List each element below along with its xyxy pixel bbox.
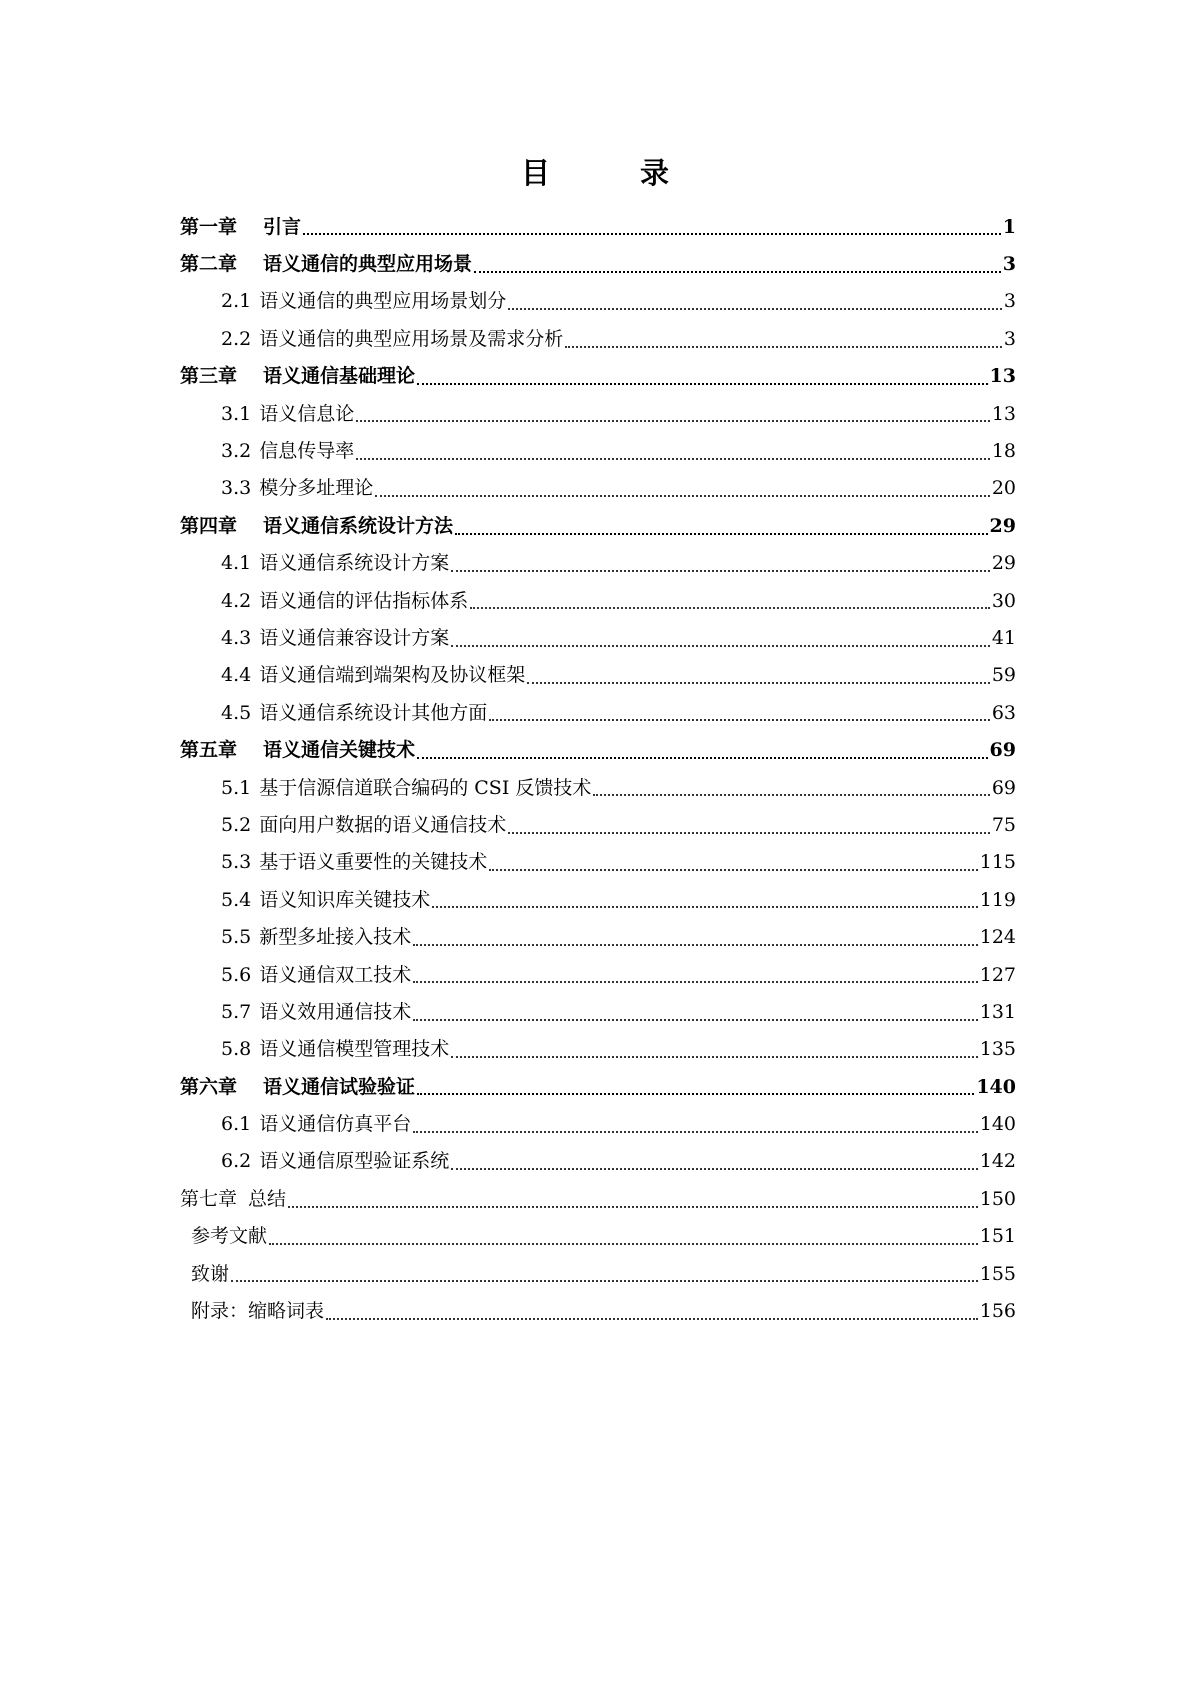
- toc-entry-section[interactable]: [180, 881, 1016, 918]
- toc-entry-number: 第五章: [180, 739, 238, 762]
- toc-entry-chapter[interactable]: [180, 208, 1016, 245]
- toc-entry-label: 语义通信的典型应用场景划分: [259, 290, 507, 313]
- toc-entry-chapter[interactable]: [180, 245, 1016, 282]
- dot-leader: [326, 1318, 978, 1320]
- dot-leader: [451, 570, 990, 572]
- toc-entry-page-number: 29: [989, 514, 1016, 537]
- toc-entry-section[interactable]: [180, 918, 1016, 955]
- toc-entry-page-number: 151: [979, 1225, 1016, 1248]
- dot-leader: [527, 682, 990, 684]
- toc-entry-label: 引言: [263, 215, 302, 238]
- toc-entry-page-number: 142: [979, 1150, 1016, 1173]
- toc-entry-number: 4.5: [221, 701, 252, 724]
- toc-entry-label: 语义通信端到端架构及协议框架: [259, 664, 526, 687]
- dot-leader: [593, 794, 989, 796]
- toc-entry-page-number: 30: [991, 589, 1016, 612]
- dot-leader: [508, 832, 990, 834]
- toc-entry-page-number: 1: [1002, 215, 1016, 238]
- toc-entry-number: 第四章: [180, 514, 238, 537]
- toc-entry-number: 4.1: [221, 552, 252, 575]
- toc-entry-page-number: 119: [979, 888, 1016, 911]
- toc-entry-label: 模分多址理论: [259, 477, 374, 500]
- toc-entry-page-number: 41: [991, 626, 1016, 649]
- dot-leader: [451, 1056, 978, 1058]
- toc-entry-plain[interactable]: [180, 1292, 1016, 1329]
- toc-entry-page-number: 3: [1002, 253, 1016, 276]
- toc-entry-number: 第七章: [180, 1187, 238, 1210]
- toc-entry-label: 语义通信仿真平台: [259, 1113, 412, 1136]
- dot-leader: [288, 1206, 978, 1208]
- toc-entry-section[interactable]: [180, 956, 1016, 993]
- toc-entry-number: 4.4: [221, 664, 252, 687]
- toc-entry-number: 6.2: [221, 1150, 252, 1173]
- toc-entry-section[interactable]: [180, 320, 1016, 357]
- dot-leader: [356, 420, 990, 422]
- toc-entry-number: 5.5: [221, 926, 252, 949]
- toc-entry-plain[interactable]: [180, 1180, 1016, 1217]
- toc-entry-number: 4.3: [221, 626, 252, 649]
- toc-entry-number: 第三章: [180, 365, 238, 388]
- toc-entry-section[interactable]: [180, 283, 1016, 320]
- dot-leader: [417, 383, 988, 385]
- toc-entry-number: 5.7: [221, 1000, 252, 1023]
- toc-entry-page-number: 13: [989, 365, 1016, 388]
- toc-entry-section[interactable]: [180, 619, 1016, 656]
- toc-entry-section[interactable]: [180, 395, 1016, 432]
- toc-entry-label: 语义通信原型验证系统: [259, 1150, 450, 1173]
- toc-entry-page-number: 3: [1003, 327, 1016, 350]
- toc-entry-number: 2.1: [221, 290, 252, 313]
- table-of-contents: [180, 208, 1016, 1330]
- toc-entry-page-number: 69: [991, 776, 1016, 799]
- dot-leader: [375, 495, 990, 497]
- toc-entry-page-number: 63: [991, 701, 1016, 724]
- toc-entry-label: 语义通信系统设计方案: [259, 552, 450, 575]
- toc-entry-label: 语义通信试验验证: [263, 1075, 416, 1098]
- toc-entry-page-number: 13: [991, 402, 1016, 425]
- toc-entry-chapter[interactable]: [180, 507, 1016, 544]
- toc-entry-label: 语义效用通信技术: [259, 1000, 412, 1023]
- toc-entry-label: 信息传导率: [259, 440, 355, 463]
- toc-entry-number: 5.3: [221, 851, 252, 874]
- toc-entry-section[interactable]: [180, 1143, 1016, 1180]
- toc-entry-number: 5.1: [221, 776, 252, 799]
- toc-entry-page-number: 127: [979, 963, 1016, 986]
- toc-entry-section[interactable]: [180, 470, 1016, 507]
- toc-entry-label: 语义通信基础理论: [263, 365, 416, 388]
- dot-leader: [455, 533, 988, 535]
- dot-leader: [231, 1280, 978, 1282]
- toc-entry-label: 总结: [248, 1187, 287, 1210]
- toc-entry-label: 附录：缩略词表: [191, 1300, 325, 1323]
- toc-entry-chapter[interactable]: [180, 1068, 1016, 1105]
- dot-leader: [489, 869, 978, 871]
- toc-entry-page-number: 115: [979, 851, 1016, 874]
- dot-leader: [417, 1093, 974, 1095]
- dot-leader: [413, 981, 978, 983]
- toc-entry-label: 基于信源信道联合编码的 CSI 反馈技术: [259, 776, 592, 799]
- dot-leader: [470, 607, 990, 609]
- toc-entry-page-number: 59: [991, 664, 1016, 687]
- toc-entry-section[interactable]: [180, 993, 1016, 1030]
- dot-leader: [303, 233, 1001, 235]
- dot-leader: [413, 1131, 978, 1133]
- toc-entry-number: 第六章: [180, 1075, 238, 1098]
- toc-entry-label: 语义通信系统设计其他方面: [259, 701, 488, 724]
- toc-entry-page-number: 155: [979, 1262, 1016, 1285]
- toc-entry-label: 语义知识库关键技术: [259, 888, 431, 911]
- toc-entry-section[interactable]: [180, 432, 1016, 469]
- toc-entry-label: 语义通信关键技术: [263, 739, 416, 762]
- toc-entry-page-number: 18: [991, 440, 1016, 463]
- toc-entry-label: 语义通信双工技术: [259, 963, 412, 986]
- toc-entry-section[interactable]: [180, 1031, 1016, 1068]
- dot-leader: [356, 458, 990, 460]
- dot-leader: [413, 944, 978, 946]
- toc-entry-section[interactable]: [180, 769, 1016, 806]
- toc-entry-chapter[interactable]: [180, 358, 1016, 395]
- toc-entry-page-number: 140: [976, 1075, 1016, 1098]
- dot-leader: [432, 906, 978, 908]
- dot-leader: [508, 308, 1002, 310]
- toc-entry-number: 4.2: [221, 589, 252, 612]
- toc-entry-number: 6.1: [221, 1113, 252, 1136]
- toc-entry-page-number: 150: [979, 1187, 1016, 1210]
- toc-entry-section[interactable]: [180, 1105, 1016, 1142]
- toc-entry-page-number: 140: [979, 1113, 1016, 1136]
- toc-entry-page-number: 3: [1003, 290, 1016, 313]
- dot-leader: [565, 346, 1002, 348]
- toc-entry-label: 语义通信的典型应用场景: [263, 253, 473, 276]
- toc-entry-label: 语义通信的典型应用场景及需求分析: [259, 327, 564, 350]
- toc-entry-chapter[interactable]: [180, 731, 1016, 768]
- toc-entry-number: 第二章: [180, 253, 238, 276]
- toc-entry-label: 语义通信兼容设计方案: [259, 626, 450, 649]
- toc-entry-page-number: 29: [991, 552, 1016, 575]
- toc-entry-page-number: 75: [991, 813, 1016, 836]
- dot-leader: [474, 271, 1001, 273]
- dot-leader: [417, 757, 988, 759]
- toc-entry-number: 5.2: [221, 813, 252, 836]
- toc-entry-label: 语义通信系统设计方法: [263, 514, 454, 537]
- toc-entry-number: 5.8: [221, 1038, 252, 1061]
- toc-entry-section[interactable]: [180, 694, 1016, 731]
- toc-entry-page-number: 69: [989, 739, 1016, 762]
- toc-entry-page-number: 20: [991, 477, 1016, 500]
- toc-entry-number: 3.3: [221, 477, 252, 500]
- toc-entry-label: 面向用户数据的语义通信技术: [259, 813, 507, 836]
- toc-entry-section[interactable]: [180, 545, 1016, 582]
- toc-entry-page-number: 135: [979, 1038, 1016, 1061]
- dot-leader: [451, 1168, 978, 1170]
- toc-entry-section[interactable]: [180, 657, 1016, 694]
- toc-entry-label: 致谢: [191, 1262, 230, 1285]
- toc-entry-number: 2.2: [221, 327, 252, 350]
- toc-entry-number: 5.6: [221, 963, 252, 986]
- toc-entry-page-number: 124: [979, 926, 1016, 949]
- toc-entry-section[interactable]: [180, 844, 1016, 881]
- toc-entry-label: 基于语义重要性的关键技术: [259, 851, 488, 874]
- toc-entry-page-number: 156: [979, 1300, 1016, 1323]
- toc-entry-label: 语义通信模型管理技术: [259, 1038, 450, 1061]
- toc-entry-section[interactable]: [180, 582, 1016, 619]
- toc-entry-plain[interactable]: [180, 1218, 1016, 1255]
- toc-entry-label: 新型多址接入技术: [259, 926, 412, 949]
- toc-entry-label: 参考文献: [191, 1225, 268, 1248]
- toc-entry-number: 第一章: [180, 215, 238, 238]
- toc-entry-section[interactable]: [180, 806, 1016, 843]
- toc-entry-label: 语义通信的评估指标体系: [259, 589, 469, 612]
- toc-entry-plain[interactable]: [180, 1255, 1016, 1292]
- dot-leader: [413, 1019, 978, 1021]
- toc-entry-number: 3.1: [221, 402, 252, 425]
- toc-title: 目 录: [520, 156, 710, 190]
- dot-leader: [269, 1243, 978, 1245]
- toc-entry-label: 语义信息论: [259, 402, 355, 425]
- toc-entry-number: 3.2: [221, 440, 252, 463]
- toc-entry-number: 5.4: [221, 888, 252, 911]
- dot-leader: [489, 719, 990, 721]
- dot-leader: [451, 645, 990, 647]
- toc-entry-page-number: 131: [979, 1000, 1016, 1023]
